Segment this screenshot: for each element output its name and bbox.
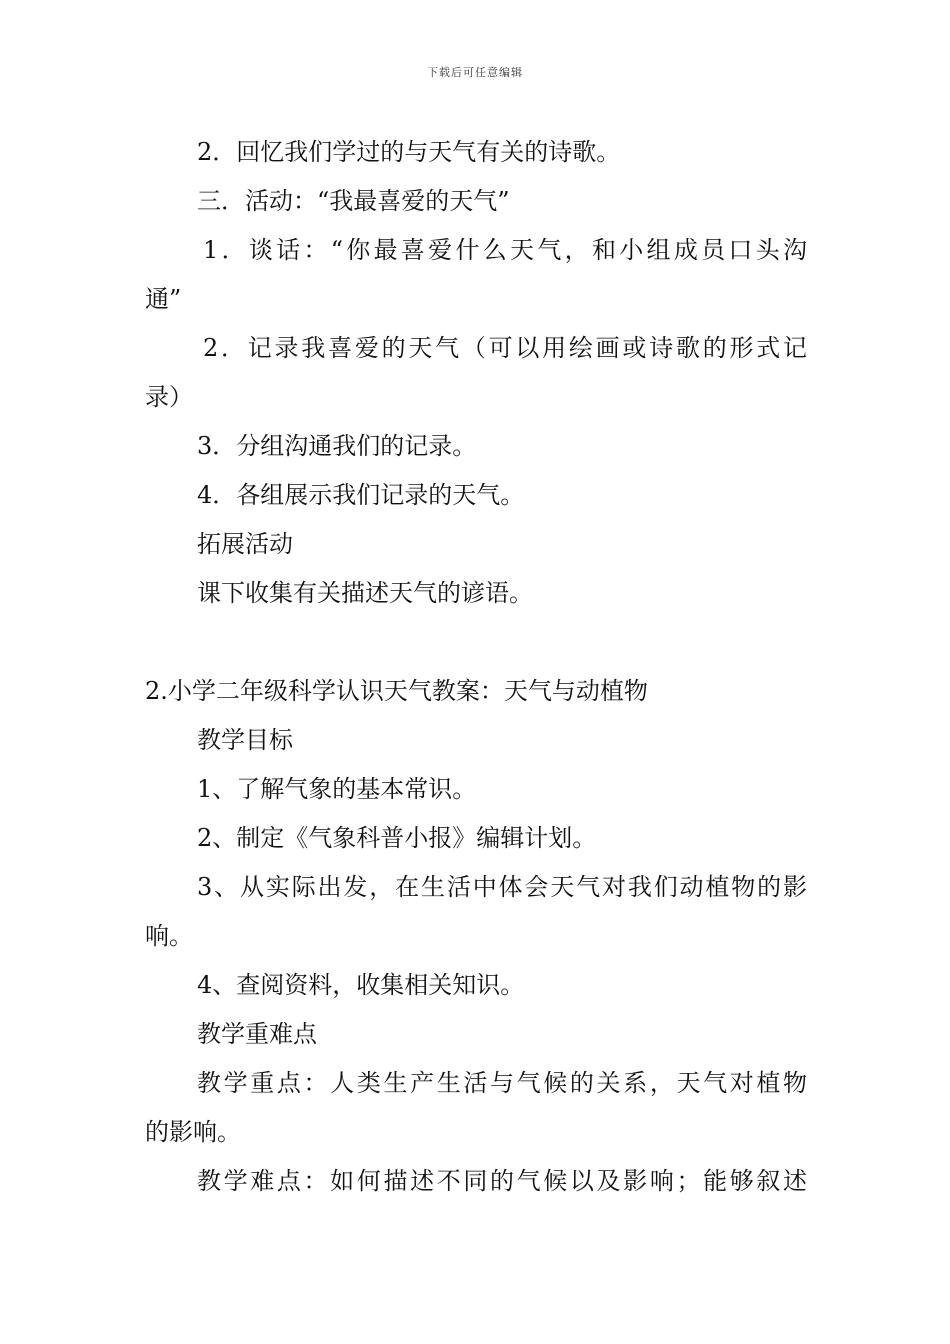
objective-1: 1、了解气象的基本常识。 [197, 775, 477, 803]
paragraph-group-share: 3．分组沟通我们的记录。 [197, 432, 477, 460]
paragraph-group-display: 4．各组展示我们记录的天气。 [197, 481, 525, 509]
paragraph-collect-proverbs: 课下收集有关描述天气的谚语。 [197, 579, 533, 607]
extension-heading: 拓展活动 [197, 530, 293, 558]
objectives-heading: 教学目标 [197, 726, 293, 754]
paragraph-talk-line-1: 1．谈话：“你最喜爱什么天气，和小组成员口头沟 [203, 236, 807, 264]
section-title: 2.小学二年级科学认识天气教案：天气与动植物 [145, 677, 648, 705]
objective-3-line-1: 3、从实际出发，在生活中体会天气对我们动植物的影 [197, 873, 807, 901]
document-body [145, 128, 807, 1206]
paragraph-record-line-1: 2．记录我喜爱的天气（可以用绘画或诗歌的形式记 [203, 334, 807, 362]
key-points-heading: 教学重难点 [197, 1020, 317, 1048]
objective-4: 4、查阅资料，收集相关知识。 [197, 971, 525, 999]
difficult-point-line-1: 教学难点：如何描述不同的气候以及影响；能够叙述 [197, 1167, 807, 1195]
page-header-note: 下载后可任意编辑 [427, 66, 523, 79]
objective-2: 2、制定《气象科普小报》编辑计划。 [197, 824, 597, 852]
section-gap [145, 618, 807, 667]
paragraph-talk-line-2: 通” [145, 285, 182, 313]
objective-3-line-2: 响。 [145, 922, 193, 950]
key-point-line-1: 教学重点：人类生产生活与气候的关系，天气对植物 [197, 1069, 807, 1097]
paragraph-record-line-2: 录） [145, 383, 193, 411]
paragraph-recall-poems: 2．回忆我们学过的与天气有关的诗歌。 [197, 138, 621, 166]
key-point-line-2: 的影响。 [145, 1118, 241, 1146]
activity-heading: 三．活动：“我最喜爱的天气” [197, 187, 510, 215]
